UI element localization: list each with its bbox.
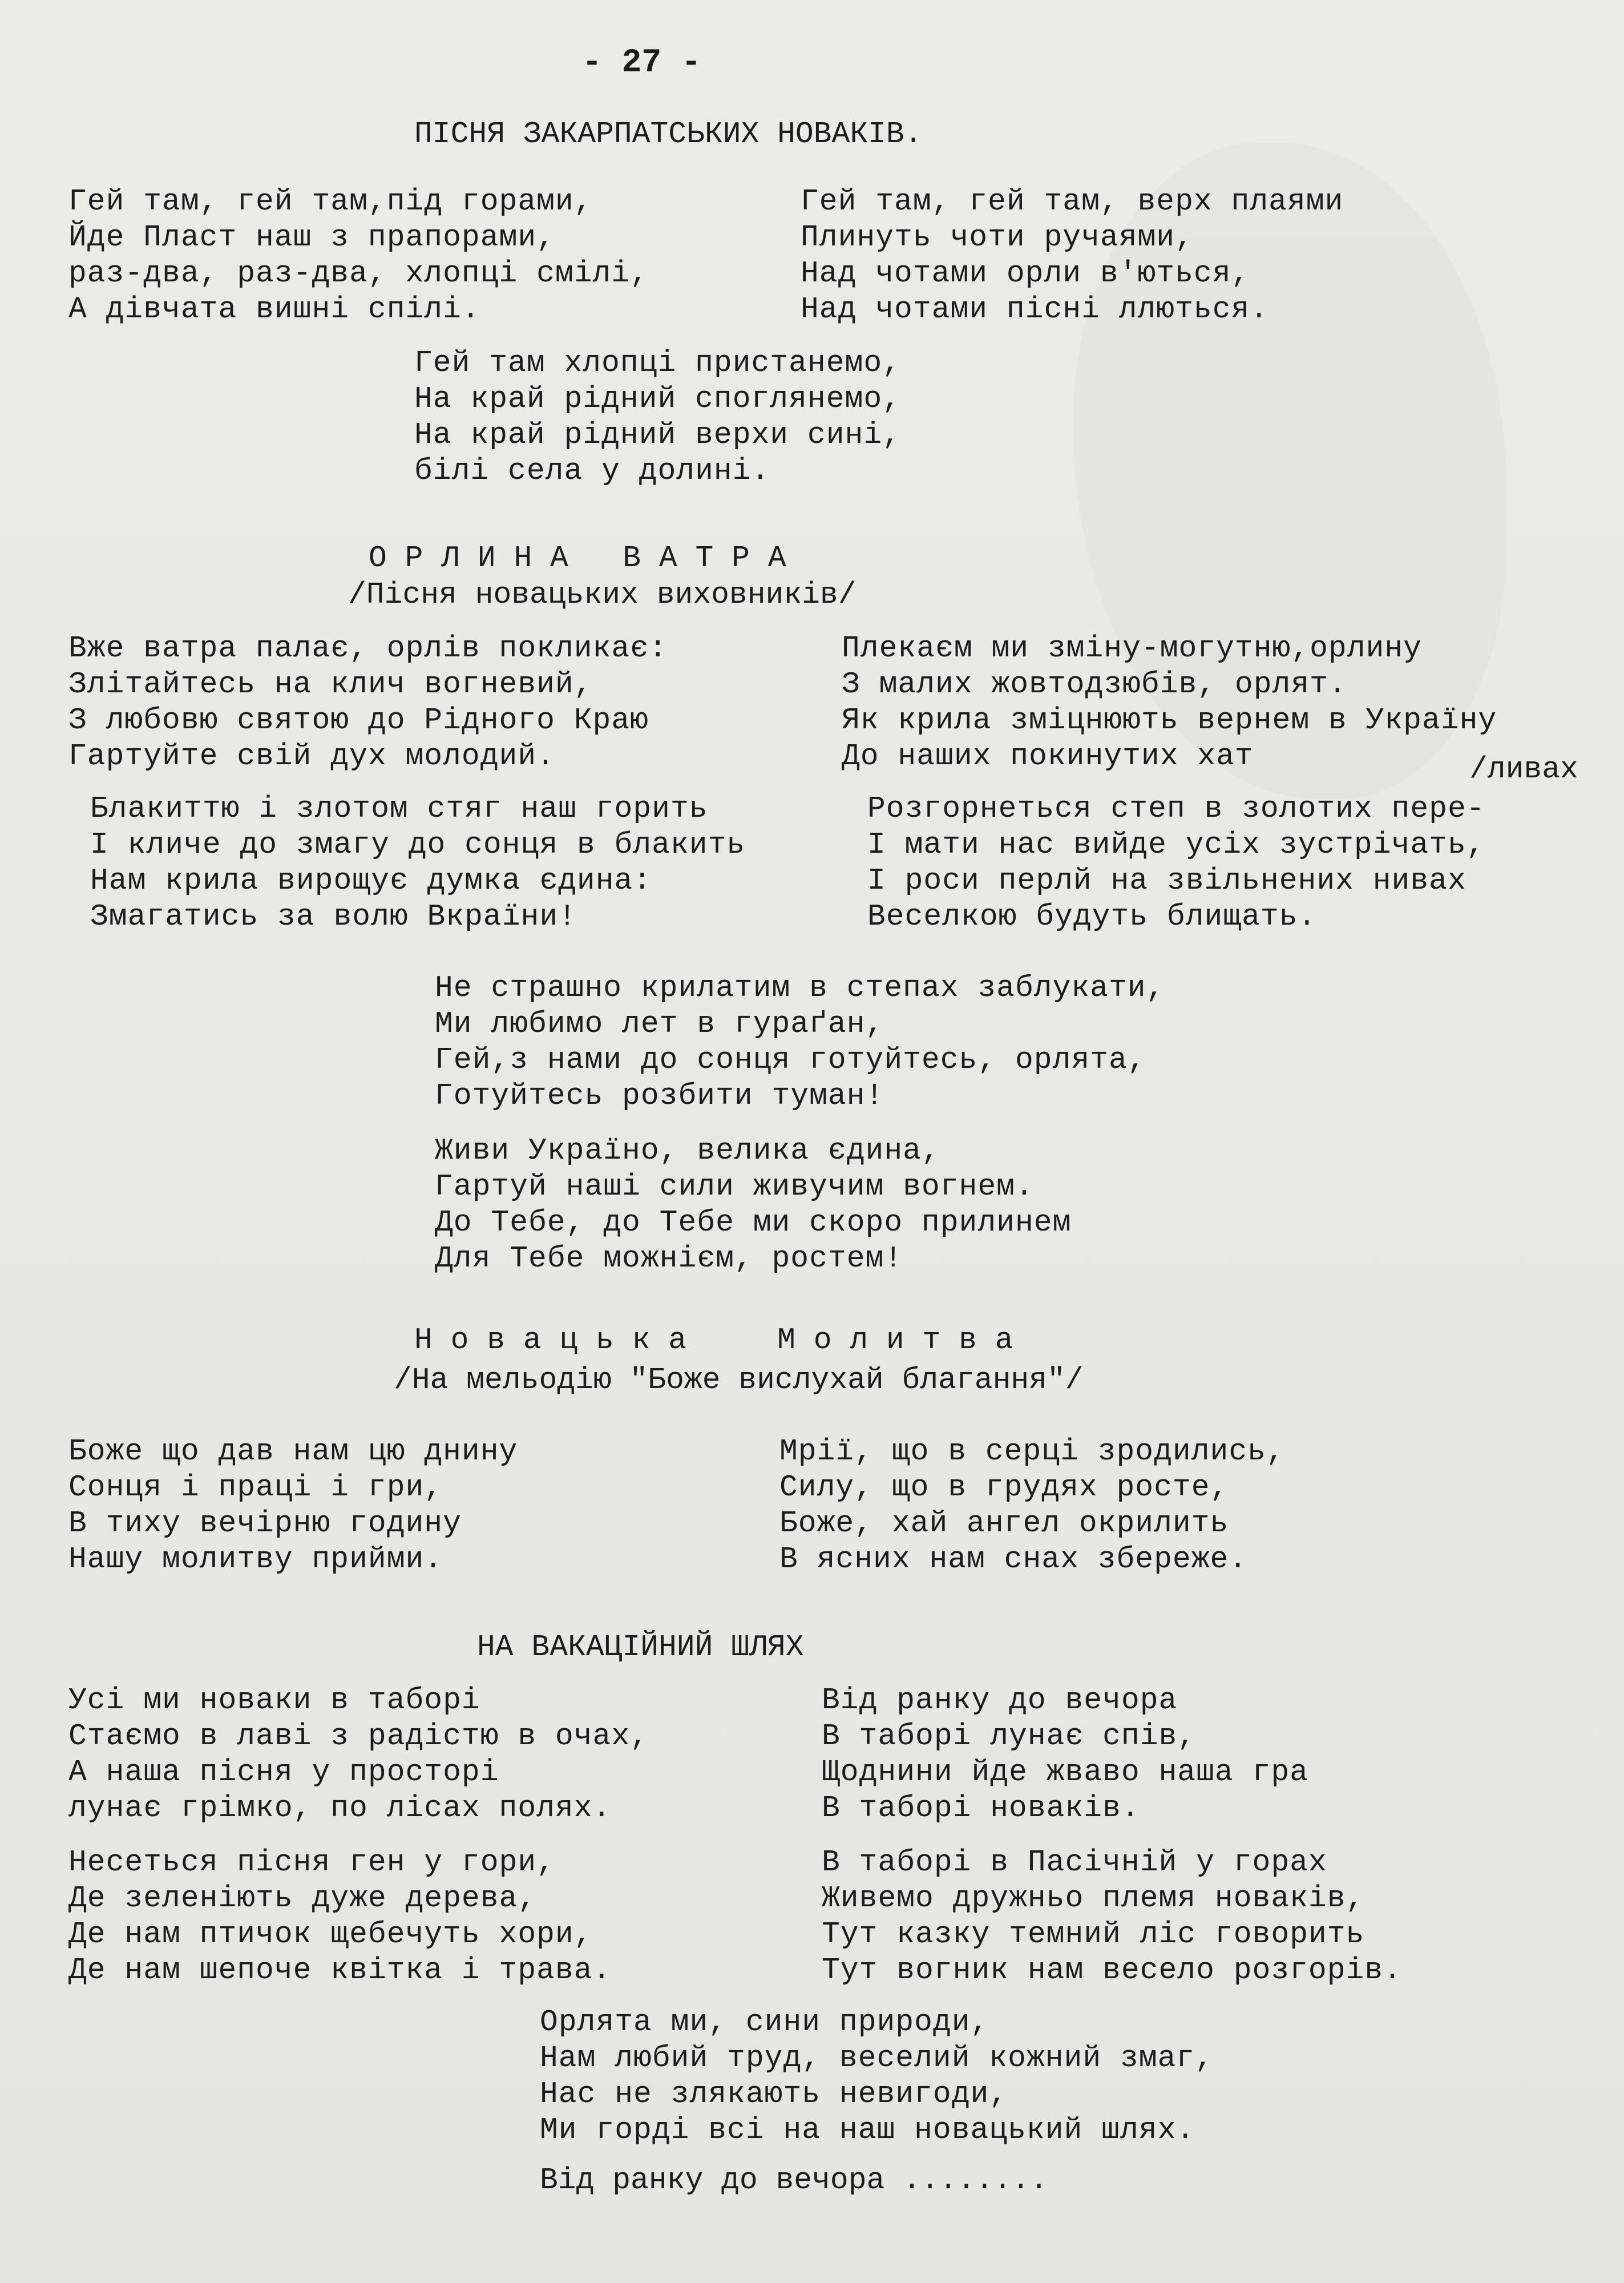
verse-line: І мати нас вийде усіх зустрічать, bbox=[867, 828, 1485, 862]
chorus-line: Гей,з нами до сонця готуйтесь, орлята, bbox=[435, 1043, 1146, 1077]
chorus-line: Ми горді всі на наш новацький шлях. bbox=[540, 2113, 1195, 2147]
page-number: - 27 - bbox=[582, 45, 701, 82]
verse-line: В таборі лунає спів, bbox=[822, 1719, 1197, 1753]
chorus-line: Гартуй наші сили живучим вогнем. bbox=[435, 1169, 1034, 1204]
verse-line: Силу, що в грудях росте, bbox=[779, 1470, 1229, 1504]
verse-line: З малих жовтодзюбів, орлят. bbox=[842, 667, 1347, 701]
verse-line: Мрії, що в серці зродились, bbox=[779, 1434, 1285, 1469]
song4-refrain: Від ранку до вечора ........ bbox=[540, 2163, 1048, 2197]
verse-line: Тут вогник нам весело розгорів. bbox=[822, 1953, 1402, 1987]
verse-line: Від ранку до вечора bbox=[822, 1683, 1178, 1717]
song-title-3: Н о в а ц ь к а М о л и т в а bbox=[414, 1323, 1013, 1357]
chorus-line: Нам любий труд, веселий кожний змаг, bbox=[540, 2041, 1214, 2075]
verse-line: Розгорнеться степ в золотих пере- bbox=[867, 792, 1485, 826]
verse-line: Боже, хай ангел окрилить bbox=[779, 1506, 1229, 1540]
verse-line: До наших покинутих хат bbox=[842, 739, 1254, 773]
song-subtitle-3: /На мельодію "Боже вислухай благання"/ bbox=[394, 1363, 1084, 1397]
song3-verse-left bbox=[68, 1434, 518, 1578]
song4-verse-left-1 bbox=[68, 1683, 649, 1826]
verse-line: Йде Пласт наш з прапорами, bbox=[68, 220, 555, 255]
verse-line: Тут казку темний ліс говорить bbox=[822, 1917, 1365, 1951]
verse-line: лунає грімко, по лісах полях. bbox=[68, 1791, 612, 1825]
verse-line: Де нам шепоче квітка і трава. bbox=[68, 1953, 612, 1987]
verse-line: Щоднини йде жваво наша гра bbox=[822, 1755, 1308, 1789]
song4-verse-left-2 bbox=[68, 1845, 611, 1988]
verse-line: А наша пісня у просторі bbox=[68, 1755, 499, 1789]
song1-chorus bbox=[414, 345, 901, 489]
verse-line: Несеться пісня ген у гори, bbox=[68, 1845, 555, 1879]
verse-line: Сонця і праці і гри, bbox=[68, 1470, 443, 1504]
verse-line: Гей там, гей там, верх плаями bbox=[801, 184, 1344, 219]
chorus-line: білі села у долині. bbox=[414, 454, 770, 488]
verse-line: Змагатись за волю Вкраїни! bbox=[90, 900, 577, 934]
verse-line: Усі ми новаки в таборі bbox=[68, 1683, 480, 1717]
verse-line: Над чотами пісні ллються. bbox=[801, 292, 1269, 326]
song2-verse-right-1 bbox=[842, 631, 1497, 775]
verse-line: Нашу молитву прийми. bbox=[68, 1542, 443, 1576]
verse-line: Плекаєм ми зміну-могутню,орлину bbox=[842, 631, 1422, 665]
chorus-line: Нас не злякають невигоди, bbox=[540, 2077, 1008, 2111]
chorus-line: Гей там хлопці пристанемо, bbox=[414, 346, 901, 380]
verse-line: В тиху вечірню годину bbox=[68, 1506, 462, 1540]
song-title-4: НА ВАКАЦІЙНИЙ ШЛЯХ bbox=[477, 1630, 804, 1664]
verse-line: І кличе до змагу до сонця в блакить bbox=[90, 828, 746, 862]
verse-line: В таборі новаків. bbox=[822, 1791, 1140, 1825]
verse-line: Веселкою будуть блищать. bbox=[867, 900, 1317, 934]
verse-line: Вже ватра палає, орлів покликає: bbox=[68, 631, 668, 665]
song-title-1: ПІСНЯ ЗАКАРПАТСЬКИХ НОВАКІВ. bbox=[414, 117, 923, 151]
verse-line: Блакиттю і злотом стяг наш горить bbox=[90, 792, 708, 826]
chorus-line: Орлята ми, сини природи, bbox=[540, 2005, 989, 2039]
song-title-2: О Р Л И Н А В А Т Р А bbox=[369, 541, 786, 575]
song1-verse-right bbox=[801, 184, 1343, 328]
song4-verse-right-1 bbox=[822, 1683, 1308, 1826]
song3-verse-right bbox=[779, 1434, 1285, 1578]
verse-line: Боже що дав нам цю днину bbox=[68, 1434, 518, 1469]
verse-line: Плинуть чоти ручаями, bbox=[801, 220, 1194, 255]
chorus-line: На край рідний верхи сині, bbox=[414, 418, 901, 452]
song2-verse-left-2 bbox=[90, 791, 745, 935]
line-overflow-word: /ливах bbox=[1469, 752, 1578, 786]
verse-line: Над чотами орли в'ються, bbox=[801, 256, 1250, 291]
verse-line: Де нам птичок щебечуть хори, bbox=[68, 1917, 593, 1951]
song2-chorus-1 bbox=[435, 970, 1165, 1114]
chorus-line: До Тебе, до Тебе ми скоро прилинем bbox=[435, 1205, 1072, 1240]
verse-line: Стаємо в лаві з радістю в очах, bbox=[68, 1719, 649, 1753]
verse-line: Живемо дружньо племя новаків, bbox=[822, 1881, 1365, 1915]
verse-line: Де зеленіють дуже дерева, bbox=[68, 1881, 537, 1915]
song1-verse-left bbox=[68, 184, 649, 328]
song4-chorus bbox=[540, 2004, 1214, 2148]
chorus-line: Для Тебе можнієм, ростем! bbox=[435, 1241, 903, 1276]
chorus-line: На край рідний споглянемо, bbox=[414, 382, 901, 416]
verse-line: Гей там, гей там,під горами, bbox=[68, 184, 593, 219]
verse-line: Гартуйте свій дух молодий. bbox=[68, 739, 555, 773]
chorus-line: Живи Україно, велика єдина, bbox=[435, 1134, 940, 1168]
song2-verse-right-2 bbox=[867, 791, 1485, 935]
chorus-line: Не страшно крилатим в степах заблукати, bbox=[435, 971, 1165, 1005]
verse-line: І роси перлй на звільнених нивах bbox=[867, 864, 1467, 898]
verse-line: З любовю святою до Рідного Краю bbox=[68, 703, 649, 737]
song-subtitle-2: /Пісня новацьких виховників/ bbox=[348, 578, 857, 612]
verse-line: В ясних нам снах збереже. bbox=[779, 1542, 1248, 1576]
verse-line: А дівчата вишні спілі. bbox=[68, 292, 480, 326]
chorus-line: Ми любимо лет в гураґан, bbox=[435, 1007, 884, 1041]
verse-line: Нам крила вирощує думка єдина: bbox=[90, 864, 652, 898]
verse-line: Злітайтесь на клич вогневий, bbox=[68, 667, 593, 701]
verse-line: раз-два, раз-два, хлопці смілі, bbox=[68, 256, 649, 291]
verse-line: В таборі в Пасічній у горах bbox=[822, 1845, 1327, 1879]
chorus-line: Готуйтесь розбити туман! bbox=[435, 1079, 884, 1113]
song2-chorus-2 bbox=[435, 1133, 1071, 1277]
song2-verse-left-1 bbox=[68, 631, 668, 775]
verse-line: Як крила зміцнюють вернем в Україну bbox=[842, 703, 1497, 737]
song4-verse-right-2 bbox=[822, 1845, 1402, 1988]
